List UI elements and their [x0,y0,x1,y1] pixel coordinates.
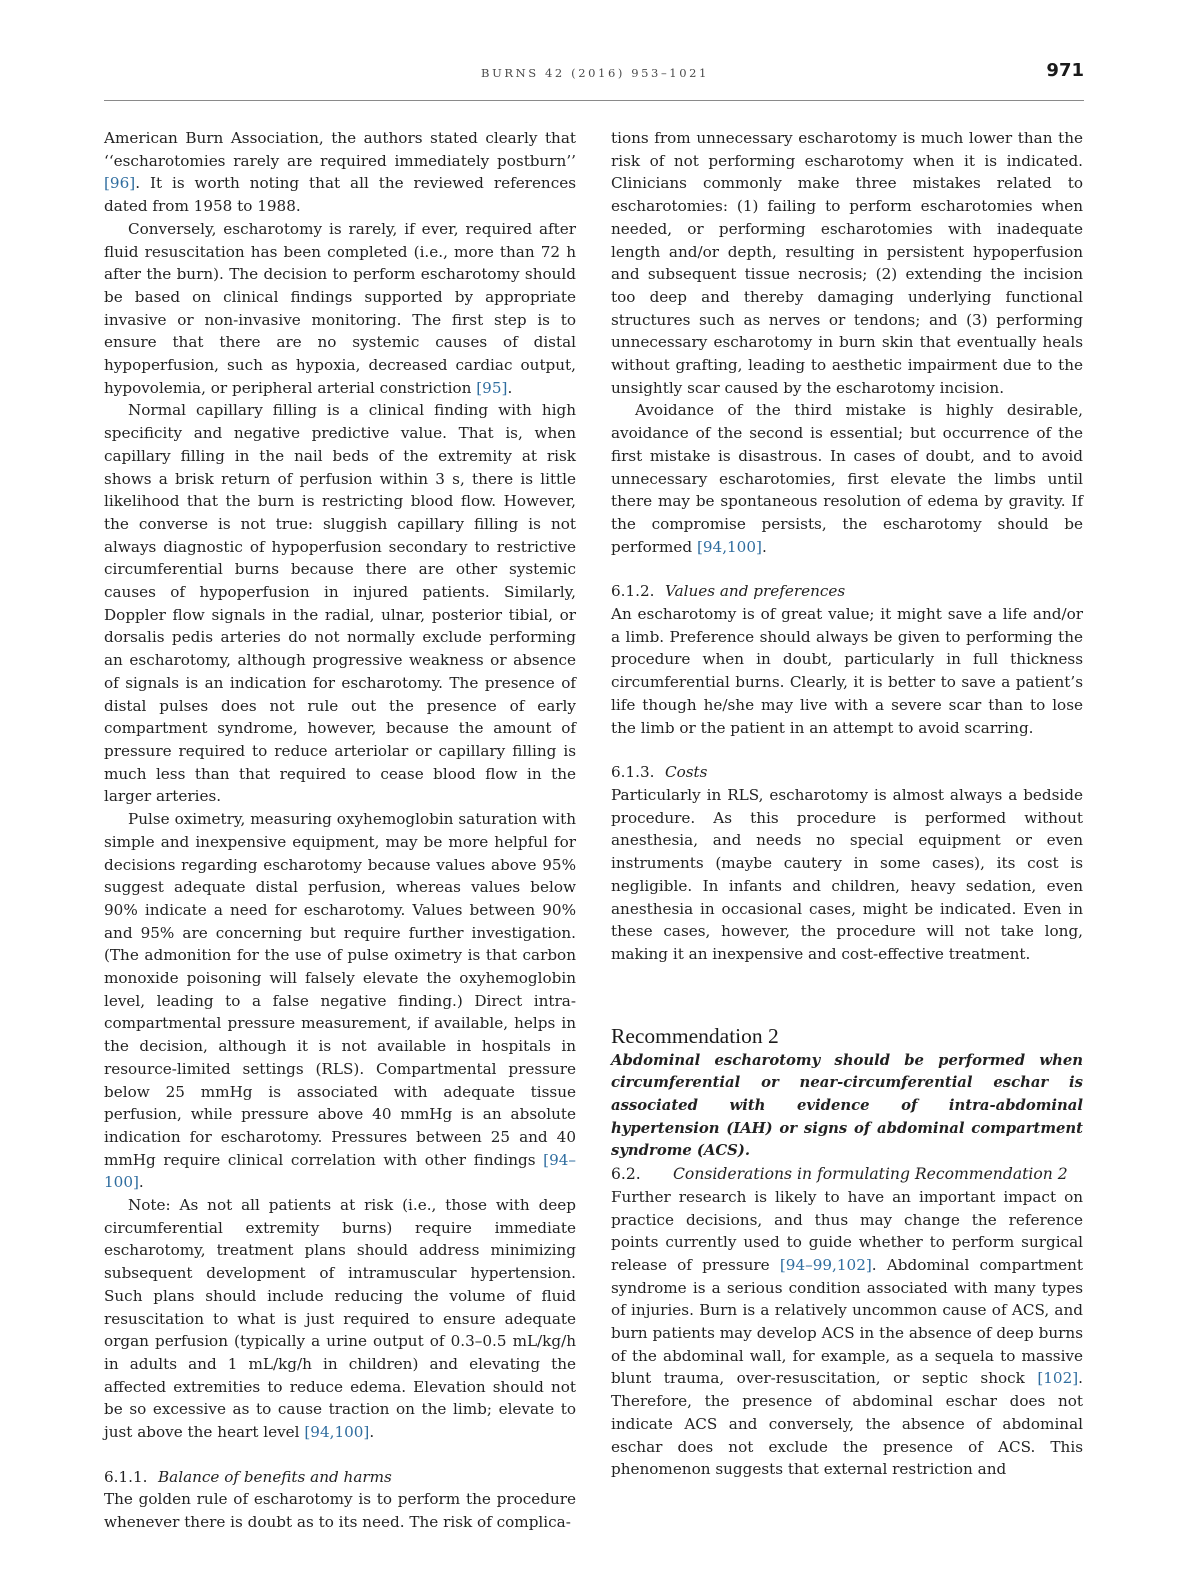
text: American Burn Association, the authors stated clearly that ‘‘escharotomies rarely are required immediately postburn’’ [104,129,576,170]
right-column [611,127,1083,1481]
text: Pulse oximetry, measuring oxyhemoglobin saturation with simple and inexpensive equipment, may be more helpful for decisions regarding escharotomy because values above 95% suggest adequate distal perfusion, whereas values below 90% indicate a need for escharotomy. Values between 90% and 95% are concerning but require further investigation. (The admonition for the use of pulse oximetry is that carbon monoxide poisoning will falsely elevate the oxyhemoglobin level, leading to a false negative finding.) Direct intra-compartmental pressure measurement, if available, helps in the decision, although it is not available in hospitals in resource-limited settings (RLS). Compartmental pressure below 25 mmHg is associated with adequate tissue perfusion, while pressure above 40 mmHg is an absolute indication for escharotomy. Pressures between 25 and 40 mmHg require clinical correlation with other findings [104,810,576,1169]
citation-link[interactable]: [94–99,102] [779,1255,872,1274]
citation-link[interactable]: [94,100] [304,1423,370,1442]
paragraph [611,399,1083,558]
recommendation-text: Abdominal escharotomy should be performed when circumferential or near-circumferential eschar is associated with evidence of intra-abdominal hypertension (IAH) or signs of abdominal compartment syndrome (ACS). [611,1051,1083,1160]
paragraph [104,808,576,1194]
section-title: Costs [665,763,708,782]
section-heading-6-2 [611,1163,1083,1186]
paragraph: Particularly in RLS, escharotomy is almost always a bedside procedure. As this procedure is performed without anesthesia, and needs no special equipment or even instruments (maybe cautery in some cases), its cost is negligible. In infants and children, heavy sedation, even anesthesia in occasional cases, might be indicated. Even in these cases, however, the procedure will not take long, making it an inexpensive and cost-effective treatment. [611,785,1083,963]
text: . [761,537,767,556]
paragraph: Normal capillary filling is a clinical finding with high specificity and negative predictive value. That is, when capillary filling in the nail beds of the extremity at risk shows a brisk return of perfusion within 3 s, there is little likelihood that the burn is restricting blood flow. However, the converse is not true: sluggish capillary filling is not always diagnostic of hypoperfusion secondary to restrictive circumferential burns because there are other systemic causes of hypoperfusion in injured patients. Similarly, Doppler flow signals in the radial, ulnar, posterior tibial, or dorsalis pedis arteries do not normally exclude performing an escharotomy, although progressive weakness or absence of signals is an indication for escharotomy. The presence of distal pulses does not rule out the presence of early compartment syndrome, however, because the amount of pressure required to reduce arteriolar or capillary filling is much less than that required to cease blood flow in the larger arteries. [104,401,576,806]
paragraph [104,218,576,400]
paragraph [611,1186,1083,1481]
section-number: 6.1.2. [611,582,655,601]
recommendation-title: Recommendation 2 [611,1023,779,1048]
subsection-heading-6-1-2 [611,580,1083,603]
section-title: Balance of benefits and harms [158,1467,392,1486]
text: Note: As not all patients at risk (i.e., those with deep circumferential extremity burns) require immediate escharotomy, treatment plans should address minimizing subsequent development of intramuscular hypertension. Such plans should include reducing the volume of fluid resuscitation to what is just required to ensure adequate organ perfusion (typically a urine output of 0.3–0.5 mL/kg/h in adults and 1 mL/kg/h in children) and elevating the affected extremities to reduce edema. Elevation should not be so excessive as to cause traction on the limb; elevate to just above the heart level [104,1196,576,1442]
paragraph [104,1194,576,1444]
text: . [369,1423,375,1442]
citation-link[interactable]: [94,100] [696,537,762,556]
page-number: 971 [1046,60,1084,81]
running-header: BURNS 42 (2016) 953–1021 [481,66,709,80]
section-number: 6.1.1. [104,1467,148,1486]
paragraph: The golden rule of escharotomy is to perform the procedure whenever there is doubt as to its need. The risk of complica- [104,1490,576,1532]
citation-link[interactable]: [96] [104,174,136,193]
text: Avoidance of the third mistake is highly desirable, avoidance of the second is essential; but occurrence of the first mistake is disastrous. In cases of doubt, and to avoid unnecessary escharotomies, first elevate the limbs until there may be spontaneous resolution of edema by gravity. If the compromise persists, the escharotomy should be performed [611,401,1083,556]
text: Conversely, escharotomy is rarely, if ever, required after fluid resuscitation has been completed (i.e., more than 72 h after the burn). The decision to perform escharotomy should be based on clinical findings supported by appropriate invasive or non-invasive monitoring. The first step is to ensure that there are no systemic causes of distal hypoperfusion, such as hypoxia, decreased cardiac output, hypovolemia, or peripheral arterial constriction [104,219,576,397]
paragraph: An escharotomy is of great value; it might save a life and/or a limb. Preference should always be given to performing the procedure when in doubt, particularly in full thickness circumferential burns. Clearly, it is better to save a patient’s life though he/she may live with a severe scar than to lose the limb or the patient in an attempt to avoid scarring. [611,605,1083,737]
section-number: 6.2. [611,1165,641,1184]
text: . It is worth noting that all the reviewed references dated from 1958 to 1988. [104,174,576,216]
section-number: 6.1.3. [611,763,655,782]
text: . Abdominal compartment syndrome is a serious condition associated with many types of injuries. Burn is a relatively uncommon cause of ACS, and burn patients may develop ACS in the absence of deep burns of the abdominal wall, for example, as a sequela to massive blunt trauma, over-resuscitation, or septic shock [611,1255,1083,1388]
subsection-heading-6-1-3 [611,761,1083,784]
header-rule [104,100,1084,101]
section-title: Values and preferences [665,582,846,601]
citation-link[interactable]: [102] [1037,1369,1079,1388]
left-column [104,127,576,1534]
paragraph [104,127,576,218]
text: . Therefore, the presence of abdominal eschar does not indicate ACS and conversely, the absence of abdominal eschar does not exclude the presence of ACS. This phenomenon suggests that external restriction and [611,1369,1083,1479]
paragraph: tions from unnecessary escharotomy is much lower than the risk of not performing escharotomy when it is indicated. Clinicians commonly make three mistakes related to escharotomies: (1) failing to perform escharotomies when needed, or performing escharotomies with inadequate length and/or depth, resulting in persistent hypoperfusion and subsequent tissue necrosis; (2) extending the incision too deep and thereby damaging underlying functional structures such as nerves or tendons; and (3) performing unnecessary escharotomy in burn skin that eventually heals without grafting, leading to aesthetic impairment due to the unsightly scar caused by the escharotomy incision. [611,129,1083,397]
citation-link[interactable]: [95] [476,378,508,397]
text: . [138,1173,144,1192]
citation-link[interactable]: [94–100] [104,1150,576,1192]
text: Further research is likely to have an important impact on practice decisions, and thus may change the reference points currently used to guide whether to perform surgical release of pressure [611,1187,1083,1274]
subsection-heading-6-1-1 [104,1466,576,1489]
section-title: Considerations in formulating Recommendation 2 [673,1165,1068,1184]
text: . [507,378,513,397]
